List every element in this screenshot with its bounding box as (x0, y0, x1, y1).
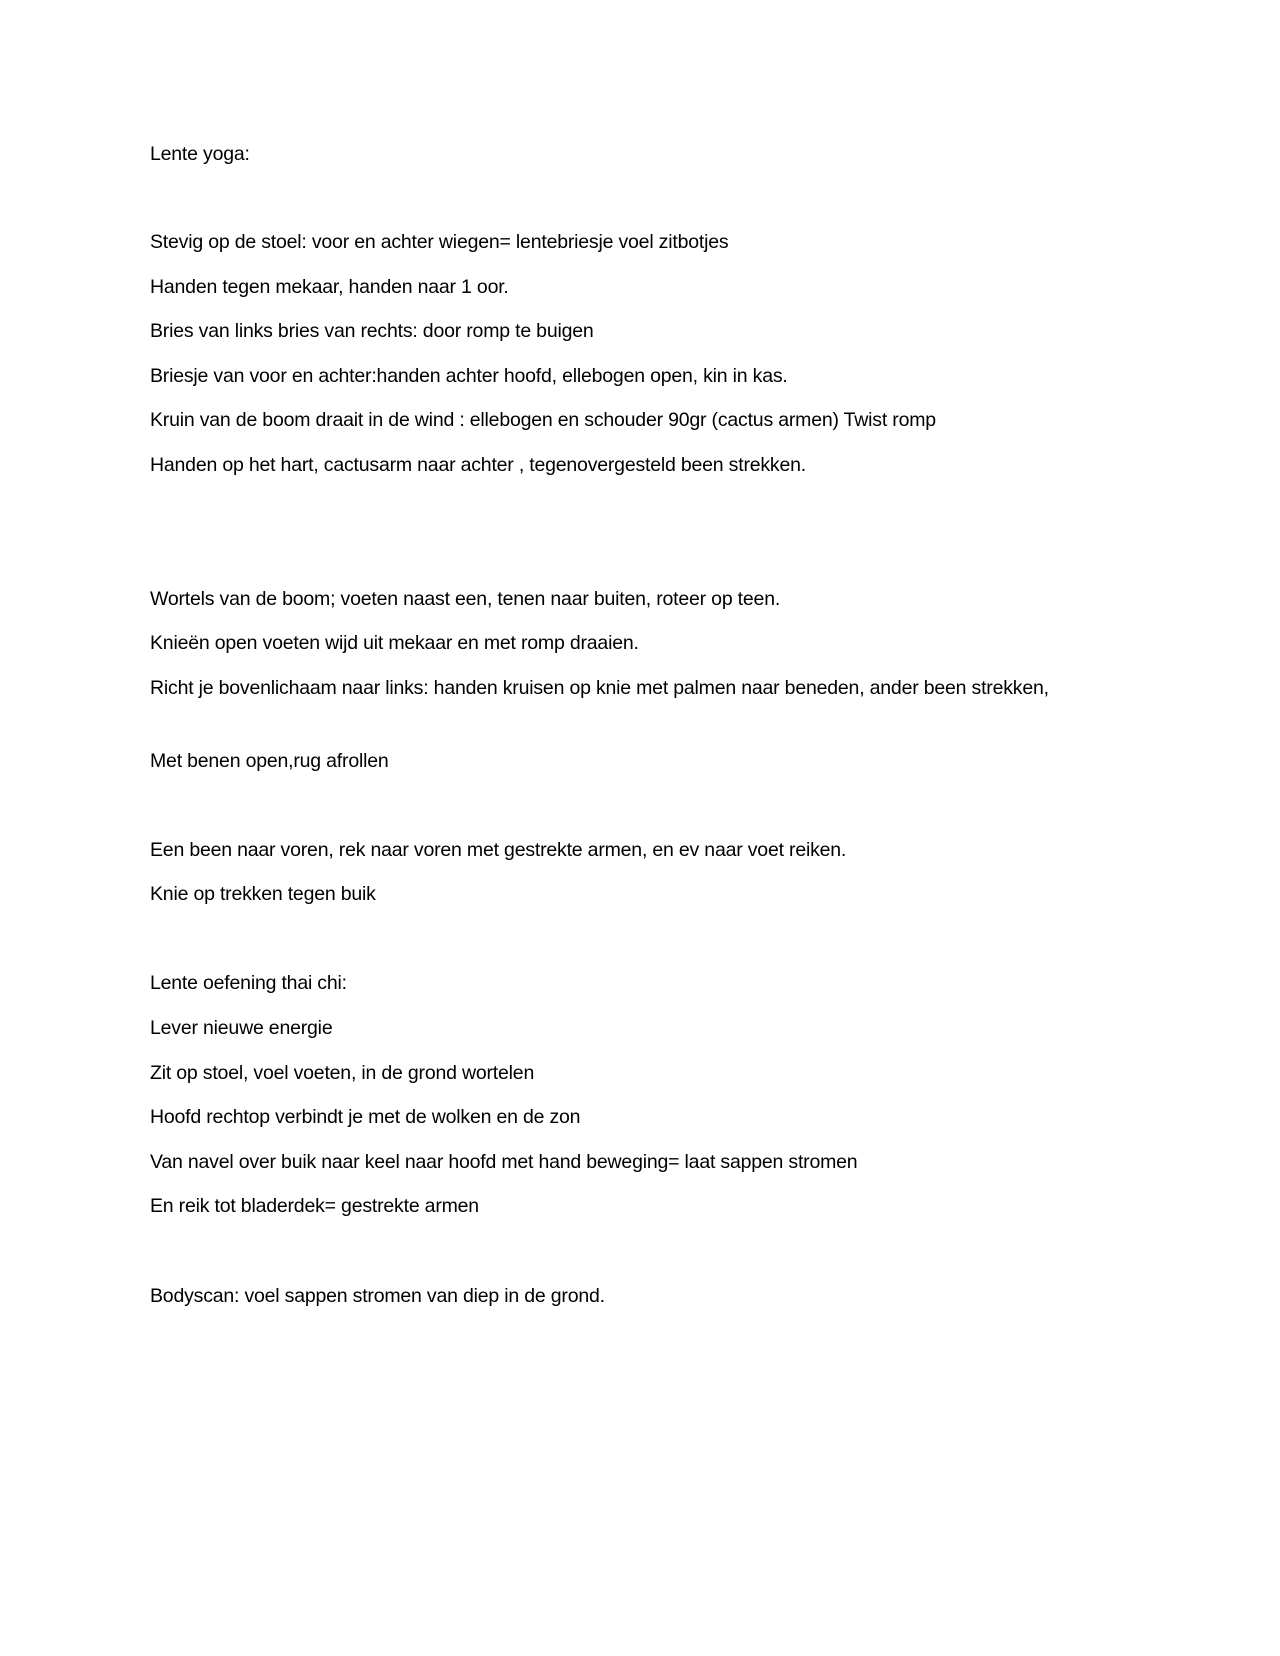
paragraph: Zit op stoel, voel voeten, in de grond wortelen (150, 1062, 535, 1084)
paragraph: Briesje van voor en achter:handen achter hoofd, ellebogen open, kin in kas. (150, 365, 788, 387)
paragraph: Hoofd rechtop verbindt je met de wolken en de zon (150, 1106, 581, 1128)
paragraph: Lever nieuwe energie (150, 1017, 333, 1039)
paragraph: Bries van links bries van rechts: door romp te buigen (150, 320, 594, 342)
paragraph: Wortels van de boom; voeten naast een, tenen naar buiten, roteer op teen. (150, 588, 781, 610)
paragraph-bodyscan: Bodyscan: voel sappen stromen van diep in de grond. (150, 1285, 605, 1307)
paragraph: Knie op trekken tegen buik (150, 883, 376, 905)
paragraph: Handen op het hart, cactusarm naar achter , tegenovergesteld been strekken. (150, 454, 806, 476)
paragraph: Handen tegen mekaar, handen naar 1 oor. (150, 276, 509, 298)
paragraph: Stevig op de stoel: voor en achter wiegen= lentebriesje voel zitbotjes (150, 231, 729, 253)
paragraph: Met benen open,rug afrollen (150, 750, 389, 772)
paragraph: Richt je bovenlichaam naar links: handen kruisen op knie met palmen naar beneden, ander been strekken, (150, 677, 1049, 699)
heading-lente-oefening-thai-chi: Lente oefening thai chi: (150, 972, 347, 994)
paragraph: Knieën open voeten wijd uit mekaar en met romp draaien. (150, 632, 639, 654)
heading-lente-yoga: Lente yoga: (150, 143, 250, 165)
paragraph: Kruin van de boom draait in de wind : ellebogen en schouder 90gr (cactus armen) Twist romp (150, 409, 936, 431)
paragraph: Van navel over buik naar keel naar hoofd met hand beweging= laat sappen stromen (150, 1151, 858, 1173)
paragraph: Een been naar voren, rek naar voren met gestrekte armen, en ev naar voet reiken. (150, 839, 847, 861)
paragraph: En reik tot bladerdek= gestrekte armen (150, 1195, 479, 1217)
